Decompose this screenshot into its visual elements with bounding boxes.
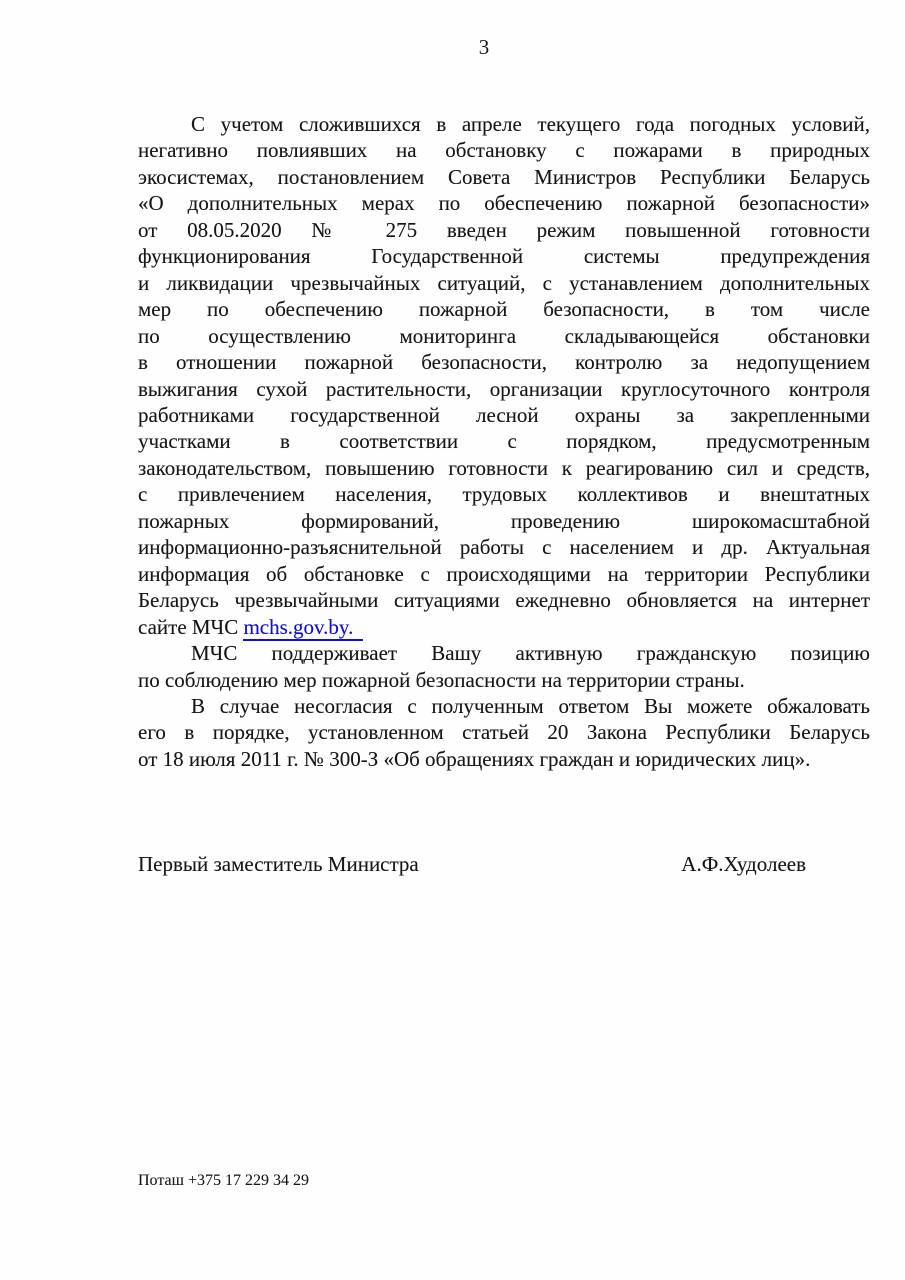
executor-contact: Поташ +375 17 229 34 29 — [138, 1172, 309, 1189]
text-line: МЧС поддерживает Вашу активную гражданскую позицию — [191, 641, 870, 666]
text-line-with-link — [138, 614, 870, 640]
text-line: по соблюдению мер пожарной безопасности на территории страны. — [138, 667, 745, 692]
text-line: участками в соответствии с порядком, предусмотренным — [138, 429, 870, 454]
text-line: информация об обстановке с происходящими на территории Республики — [138, 561, 870, 586]
text-line: В случае несогласия с полученным ответом Вы можете обжаловать — [191, 693, 870, 718]
text-line: законодательством, повышению готовности к реагированию сил и средств, — [138, 455, 870, 480]
text-line: и ликвидации чрезвычайных ситуаций, с устанавлением дополнительных — [138, 270, 870, 295]
text-line: Беларусь чрезвычайными ситуациями ежедневно обновляется на интернет — [138, 588, 870, 613]
text-line: экосистемах, постановлением Совета Министров Республики Беларусь — [138, 164, 870, 189]
text-line: по осуществлению мониторинга складывающейся обстановки — [138, 323, 870, 348]
text-line: негативно повлиявших на обстановку с пожарами в природных — [138, 138, 870, 163]
document-body — [138, 111, 870, 772]
text-line: от 18 июля 2011 г. № 300-З «Об обращениях граждан и юридических лиц». — [138, 746, 811, 771]
text-line: с привлечением населения, трудовых коллективов и внештатных — [138, 482, 870, 507]
paragraph-2 — [138, 640, 870, 693]
text-line: мер по обеспечению пожарной безопасности, в том числе — [138, 297, 870, 322]
signature-title: Первый заместитель Министра — [138, 852, 419, 876]
text-line: пожарных формирований, проведению широкомасштабной — [138, 508, 870, 533]
signature-block — [138, 851, 870, 877]
text-line: работниками государственной лесной охраны за закрепленными — [138, 402, 870, 427]
text-line: его в порядке, установленном статьей 20 Закона Республики Беларусь — [138, 720, 870, 745]
text-line: функционирования Государственной системы предупреждения — [138, 244, 870, 269]
link-line-prefix: сайте МЧС — [138, 614, 244, 639]
signature-name: А.Ф.Худолеев — [681, 852, 806, 876]
mchs-website-link[interactable]: mchs.gov.by. — [243, 615, 363, 641]
text-line: выжигания сухой растительности, организации круглосуточного контроля — [138, 376, 870, 401]
text-line: от 08.05.2020 № 275 введен режим повышенной готовности — [138, 217, 870, 242]
text-line: информационно-разъяснительной работы с населением и др. Актуальная — [138, 535, 870, 560]
text-line: в отношении пожарной безопасности, контролю за недопущением — [138, 350, 870, 375]
text-line: С учетом сложившихся в апреле текущего года погодных условий, — [191, 112, 870, 136]
text-line: «О дополнительных мерах по обеспечению пожарной безопасности» — [138, 191, 870, 216]
page-number: 3 — [478, 35, 490, 59]
paragraph-3 — [138, 693, 870, 772]
paragraph-1 — [138, 111, 870, 640]
